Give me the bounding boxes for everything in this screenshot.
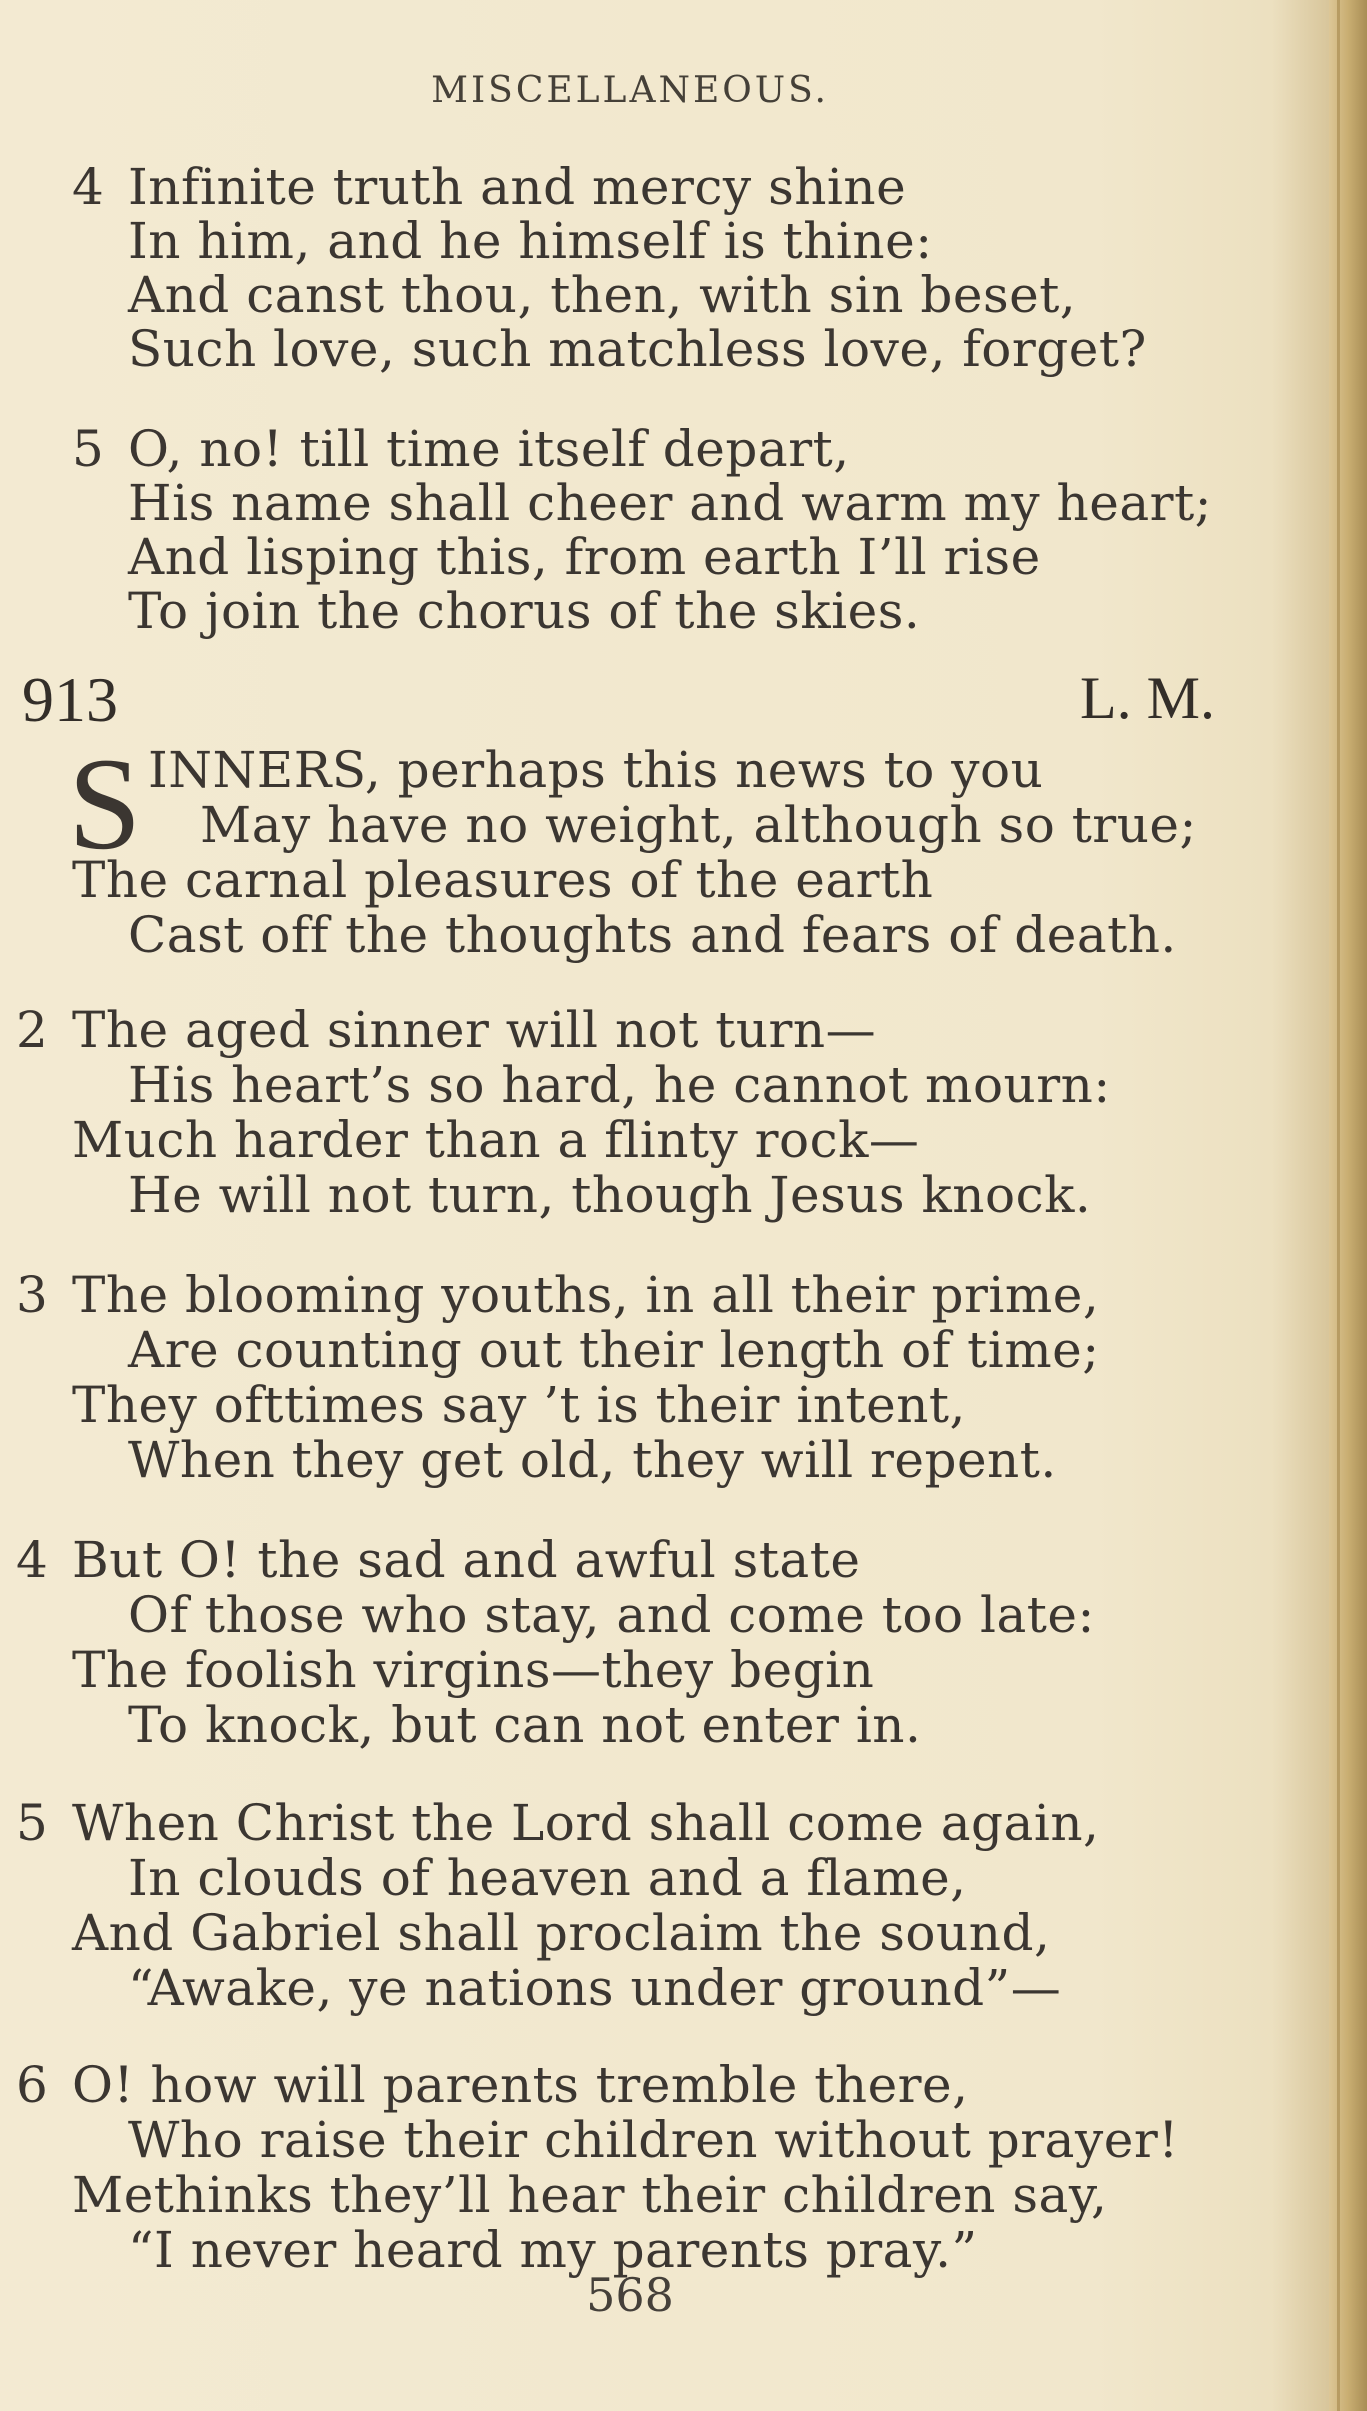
stanza-number: 4 [16,1531,48,1589]
hymn-number: 913 [22,664,118,735]
verse-line: To knock, but can not enter in. [128,1696,922,1754]
verse-line: The blooming youths, in all their prime, [72,1266,1100,1324]
drop-cap: S [68,730,142,877]
verse-line: The aged sinner will not turn— [72,1001,877,1059]
verse-line: In clouds of heaven and a flame, [128,1849,967,1907]
verse-line: The carnal pleasures of the earth [72,851,934,909]
verse-line: Such love, such matchless love, forget? [128,320,1147,378]
verse-line: His heart’s so hard, he cannot mourn: [128,1056,1111,1114]
stanza-number: 5 [16,1794,48,1852]
page-number: 568 [586,2268,674,2322]
verse-line: They ofttimes say ’t is their intent, [72,1376,966,1434]
stanza-number: 4 [72,158,104,216]
verse-line: Methinks they’ll hear their children say, [72,2166,1108,2224]
verse-line: “I never heard my parents pray.” [128,2221,978,2279]
verse-line: The foolish virgins—they begin [72,1641,875,1699]
page-edge [1329,0,1367,2411]
stanza-number: 3 [16,1266,48,1324]
stanza-number: 6 [16,2056,48,2114]
verse-line: O, no! till time itself depart, [128,420,850,478]
verse-line: In him, and he himself is thine: [128,212,933,270]
verse-line: When Christ the Lord shall come again, [72,1794,1100,1852]
verse-line: He will not turn, though Jesus knock. [128,1166,1092,1224]
verse-line: Cast off the thoughts and fears of death. [128,906,1177,964]
verse-line: May have no weight, although so true; [200,796,1197,854]
verse-line: INNERS, perhaps this news to you [148,741,1044,799]
verse-line: But O! the sad and awful state [72,1531,861,1589]
verse-line: Are counting out their length of time; [128,1321,1100,1379]
verse-line: “Awake, ye nations under ground”— [128,1959,1062,2017]
verse-line: And lisping this, from earth I’ll rise [128,528,1041,586]
verse-line: O! how will parents tremble there, [72,2056,969,2114]
verse-line: His name shall cheer and warm my heart; [128,474,1213,532]
verse-line: Much harder than a flinty rock— [72,1111,920,1169]
verse-line: When they get old, they will repent. [128,1431,1057,1489]
verse-line: Infinite truth and mercy shine [128,158,907,216]
stanza-number: 2 [16,1001,48,1059]
running-head: MISCELLANEOUS. [431,70,829,111]
verse-line: Of those who stay, and come too late: [128,1586,1095,1644]
verse-line: Who raise their children without prayer! [128,2111,1179,2169]
verse-line: And Gabriel shall proclaim the sound, [72,1904,1051,1962]
hymn-meter: L. M. [1080,665,1215,731]
verse-line: To join the chorus of the skies. [128,582,921,640]
verse-line: And canst thou, then, with sin beset, [128,266,1077,324]
stanza-number: 5 [72,420,104,478]
